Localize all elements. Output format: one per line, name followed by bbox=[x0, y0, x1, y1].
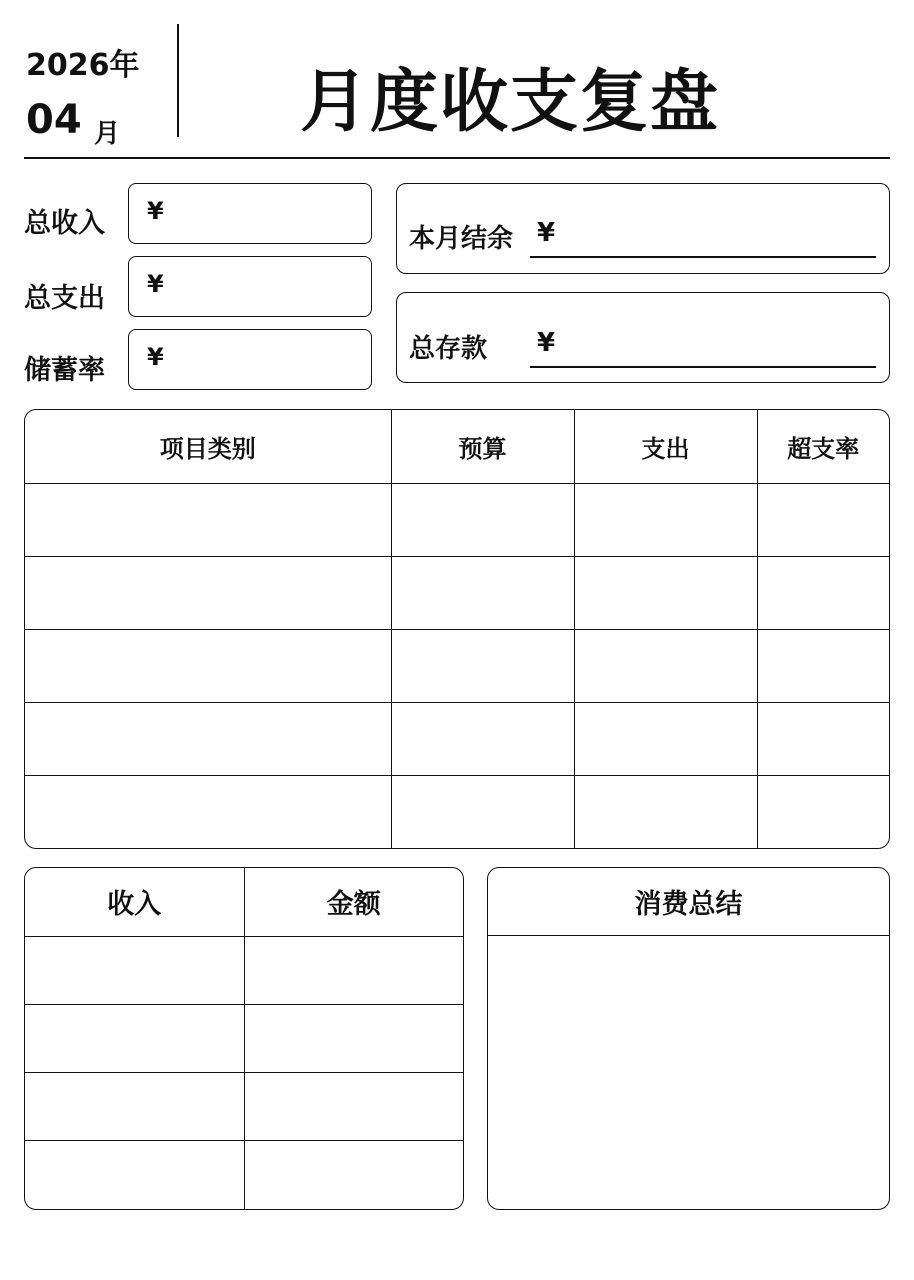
table-cell[interactable] bbox=[391, 629, 574, 702]
monthly-balance-label: 本月结余 bbox=[409, 224, 514, 254]
savings-underline bbox=[530, 366, 876, 368]
header-divider bbox=[177, 24, 179, 137]
column-header-income: 收入 bbox=[25, 868, 244, 936]
header-rule bbox=[24, 157, 890, 159]
table-cell[interactable] bbox=[391, 775, 574, 848]
table-cell[interactable] bbox=[574, 629, 757, 702]
monthly-balance-box[interactable] bbox=[396, 183, 890, 274]
column-header-expense: 支出 bbox=[574, 410, 757, 483]
total-income-field[interactable] bbox=[128, 183, 372, 244]
table-row bbox=[25, 1140, 463, 1209]
income-table bbox=[24, 867, 464, 1210]
column-header-amount: 金额 bbox=[244, 868, 463, 936]
table-cell[interactable] bbox=[757, 556, 889, 629]
table-cell[interactable] bbox=[574, 483, 757, 556]
table-cell[interactable] bbox=[757, 483, 889, 556]
column-header-category: 项目类别 bbox=[25, 410, 391, 483]
table-cell[interactable] bbox=[25, 702, 391, 775]
total-expense-field[interactable] bbox=[128, 256, 372, 317]
budget-table bbox=[24, 409, 890, 849]
table-cell[interactable] bbox=[757, 702, 889, 775]
table-row bbox=[25, 775, 889, 848]
table-row bbox=[25, 556, 889, 629]
table-row bbox=[25, 1072, 463, 1140]
table-row bbox=[25, 483, 889, 556]
table-cell[interactable] bbox=[757, 775, 889, 848]
savings-rate-field[interactable] bbox=[128, 329, 372, 390]
table-header-row bbox=[25, 410, 889, 483]
table-cell[interactable] bbox=[25, 1072, 244, 1140]
table-cell[interactable] bbox=[25, 483, 391, 556]
table-cell[interactable] bbox=[574, 556, 757, 629]
table-cell[interactable] bbox=[244, 936, 463, 1004]
table-row bbox=[25, 702, 889, 775]
balance-underline bbox=[530, 256, 876, 258]
year-label: 2026年 bbox=[26, 48, 140, 83]
table-cell[interactable] bbox=[25, 936, 244, 1004]
month-number: 04 bbox=[26, 97, 82, 143]
table-row bbox=[25, 1004, 463, 1072]
table-cell[interactable] bbox=[244, 1004, 463, 1072]
table-cell[interactable] bbox=[391, 556, 574, 629]
month-unit: 月 bbox=[94, 119, 121, 149]
table-cell[interactable] bbox=[25, 1004, 244, 1072]
table-cell[interactable] bbox=[244, 1072, 463, 1140]
currency-symbol: ¥ bbox=[147, 270, 164, 298]
table-cell[interactable] bbox=[391, 702, 574, 775]
total-savings-label: 总存款 bbox=[409, 334, 488, 364]
total-savings-box[interactable] bbox=[396, 292, 890, 383]
table-row bbox=[25, 936, 463, 1004]
currency-symbol: ¥ bbox=[147, 197, 164, 225]
total-expense-label: 总支出 bbox=[24, 283, 105, 314]
table-cell[interactable] bbox=[25, 556, 391, 629]
column-header-overspend-rate: 超支率 bbox=[757, 410, 889, 483]
table-cell[interactable] bbox=[25, 775, 391, 848]
table-header-row bbox=[25, 868, 463, 936]
consumption-summary-content[interactable] bbox=[488, 937, 889, 1209]
currency-symbol: ¥ bbox=[147, 343, 164, 371]
table-cell[interactable] bbox=[25, 629, 391, 702]
table-cell[interactable] bbox=[574, 775, 757, 848]
column-header-budget: 预算 bbox=[391, 410, 574, 483]
table-cell[interactable] bbox=[757, 629, 889, 702]
page-title: 月度收支复盘 bbox=[300, 63, 721, 142]
currency-symbol: ¥ bbox=[537, 328, 556, 358]
table-cell[interactable] bbox=[25, 1140, 244, 1209]
table-cell[interactable] bbox=[574, 702, 757, 775]
total-income-label: 总收入 bbox=[24, 208, 105, 239]
savings-rate-label: 储蓄率 bbox=[24, 355, 105, 386]
consumption-summary-title: 消费总结 bbox=[488, 868, 889, 936]
consumption-summary-box bbox=[487, 867, 890, 1210]
table-cell[interactable] bbox=[391, 483, 574, 556]
table-cell[interactable] bbox=[244, 1140, 463, 1209]
currency-symbol: ¥ bbox=[537, 218, 556, 248]
table-row bbox=[25, 629, 889, 702]
